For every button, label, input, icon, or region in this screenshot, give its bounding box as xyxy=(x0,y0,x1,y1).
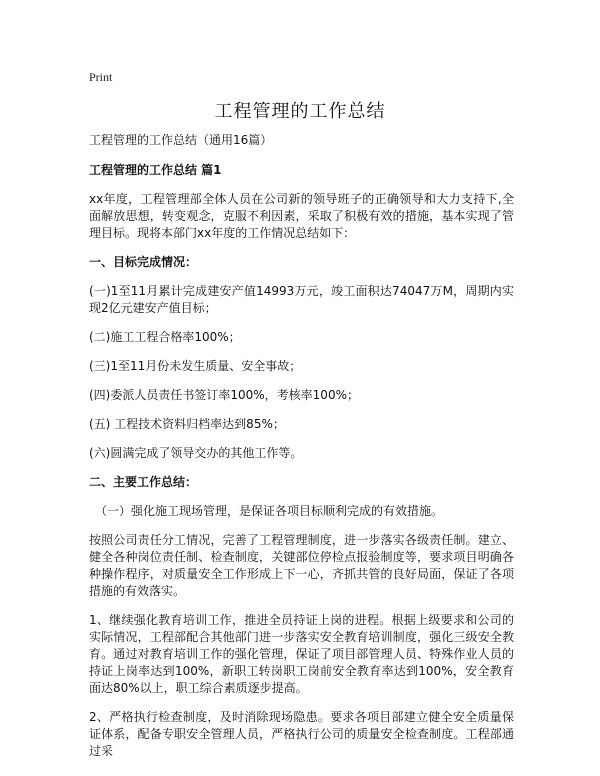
document-title: 工程管理的工作总结 xyxy=(214,101,386,122)
work-paragraph: 按照公司责任分工情况，完善了工程管理制度，进一步落实各级责任制。建立、健全各种岗位责任制、检查制度，关键部位停检点报验制度等，要求项目明确各种操作程序，对质量安全工作形成上下一心，齐抓共管的良好局面，保证了各项措施的有效落实。 xyxy=(89,533,514,598)
work-subheading: （一）强化施工现场管理，是保证各项目标顺利完成的有效措施。 xyxy=(95,504,444,518)
print-link[interactable]: Print xyxy=(89,70,113,84)
intro-paragraph: xx年度，工程管理部全体人员在公司新的领导班子的正确领导和大力支持下,全面解放思想，转变观念，克服不利因素，采取了积极有效的措施，基本实现了管理目标。现将本部门xx年度的工作情况总结如下： xyxy=(89,192,514,240)
heading-work-summary: 二、主要工作总结： xyxy=(89,475,198,489)
target-item: (六)圆满完成了领导交办的其他工作等。 xyxy=(89,446,303,460)
section-title: 工程管理的工作总结 篇1 xyxy=(89,163,222,177)
document-body xyxy=(89,132,514,772)
heading-targets: 一、目标完成情况： xyxy=(89,255,198,269)
target-item: (二)施工工程合格率100%； xyxy=(89,330,241,344)
document-subtitle: 工程管理的工作总结（通用16篇） xyxy=(89,133,273,147)
work-paragraph: 2、严格执行检查制度，及时消除现场隐患。要求各项目部建立健全安全质量保证体系，配备专职安全管理人员，严格执行公司的质量安全检查制度。工程部通过采 xyxy=(89,710,514,758)
work-paragraph: 1、继续强化教育培训工作，推进全员持证上岗的进程。根据上级要求和公司的实际情况，工程部配合其他部门进一步落实安全教育培训制度，强化三级安全教育。通过对教育培训工作的强化管理，保证了项目部管理人员、特殊作业人员的持证上岗率达到100%，新职工转岗职工岗前安全教育率达到100%，安全教育面达80%以上，职工综合素质逐步提高。 xyxy=(89,613,514,695)
target-item: (三)1至11月份未发生质量、安全事故； xyxy=(89,359,302,373)
target-item: (四)委派人员责任书签订率100%，考核率100%； xyxy=(89,388,359,402)
target-item: (五) 工程技术资料归档率达到85%； xyxy=(89,417,285,431)
target-item: (一)1至11月累计完成建安产值14993万元，竣工面积达74047万M，周期内实现2亿元建安产值目标； xyxy=(89,284,514,315)
